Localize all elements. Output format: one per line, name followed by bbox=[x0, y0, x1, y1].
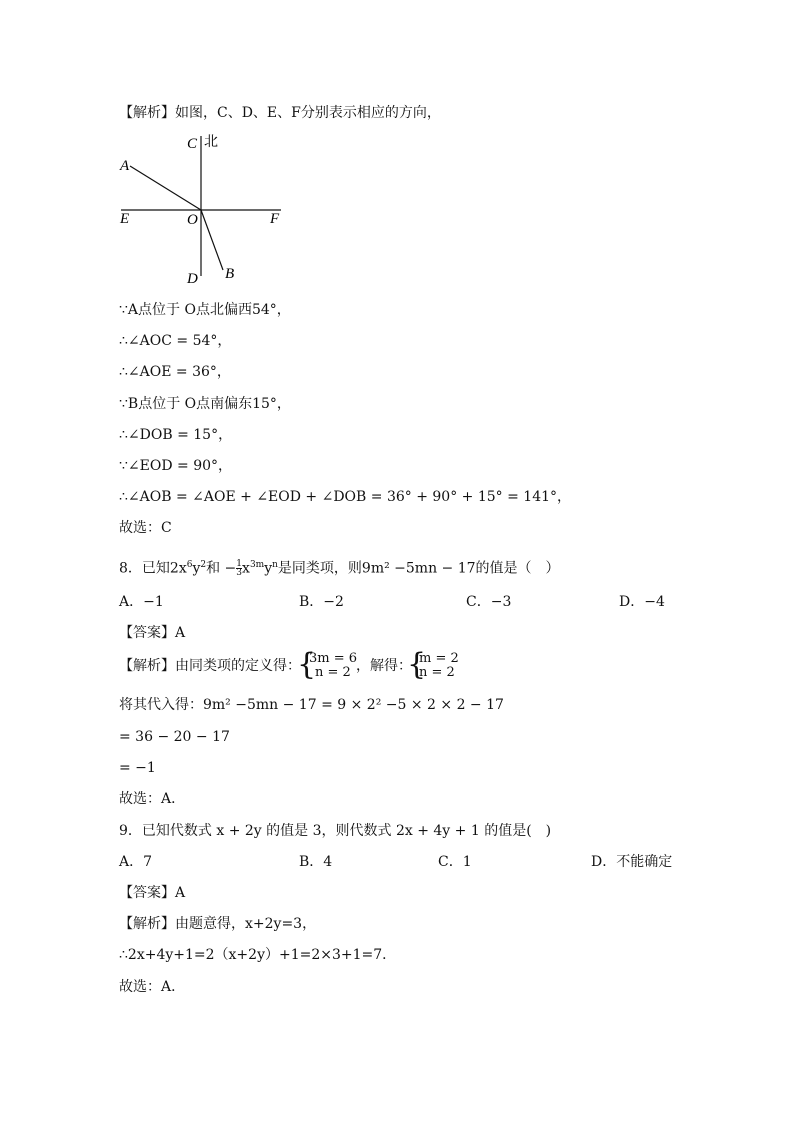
label-E: E bbox=[120, 211, 130, 227]
q8-answer: 【答案】A bbox=[119, 625, 186, 641]
q7-step-7: ∴∠AOB = ∠AOE + ∠EOD + ∠DOB = 36° + 90° + 15° = 141°， bbox=[119, 489, 572, 505]
q7-step-4: ∵B点位于 O点南偏东15°， bbox=[119, 396, 291, 412]
ray-OB bbox=[201, 210, 223, 270]
q9-option-a: A．7 bbox=[119, 854, 153, 870]
system-brace-1: { bbox=[297, 647, 317, 682]
q8-step-2: = 36 − 20 − 17 bbox=[119, 729, 230, 745]
q9-option-c: C．1 bbox=[438, 854, 472, 870]
label-D: D bbox=[187, 271, 198, 287]
q8-option-c: C．−3 bbox=[466, 594, 512, 610]
q8-option-b: B．−2 bbox=[299, 594, 344, 610]
system2-eq1: m = 2 bbox=[419, 651, 459, 666]
q9-stem: 9．已知代数式 x + 2y 的值是 3，则代数式 2x + 4y + 1 的值是( ) bbox=[119, 823, 552, 839]
system2-eq2: n = 2 bbox=[419, 665, 455, 680]
q7-step-1: ∵A点位于 O点北偏西54°， bbox=[119, 302, 291, 318]
ray-OA bbox=[130, 166, 201, 210]
q8-step-1: 将其代入得：9m² −5mn − 17 = 9 × 2² −5 × 2 × 2 − 17 bbox=[119, 697, 504, 713]
q9-analysis: 【解析】由题意得，x+2y=3， bbox=[119, 916, 317, 932]
q8-option-a: A．−1 bbox=[119, 594, 164, 610]
system-brace-2: { bbox=[407, 647, 427, 682]
label-C: C bbox=[187, 136, 198, 152]
q9-option-b: B．4 bbox=[299, 854, 333, 870]
q7-conclusion: 故选：C bbox=[119, 520, 172, 536]
label-O: O bbox=[187, 212, 198, 228]
system1-eq2: n = 2 bbox=[315, 665, 351, 680]
q9-conclusion: 故选：A． bbox=[119, 979, 186, 995]
direction-diagram bbox=[115, 128, 295, 288]
label-north: 北 bbox=[204, 134, 218, 150]
system1-eq1: 3m = 6 bbox=[309, 651, 358, 666]
q9-answer: 【答案】A bbox=[119, 885, 186, 901]
q8-stem: 8．已知$2x^6y^2$和 − $\frac{1}{3}$ $x^{3m}y^n$是同类项，则9m² −5mn − 17的值是（ ） bbox=[119, 559, 560, 579]
label-A: A bbox=[120, 158, 130, 174]
label-F: F bbox=[270, 211, 280, 227]
q7-step-6: ∵∠EOD = 90°， bbox=[119, 458, 233, 474]
q8-option-d: D．−4 bbox=[619, 594, 665, 610]
q7-step-2: ∴∠AOC = 54°， bbox=[119, 333, 232, 349]
label-B: B bbox=[225, 266, 235, 282]
q8-conclusion: 故选：A． bbox=[119, 791, 186, 807]
q9-option-d: D．不能确定 bbox=[591, 854, 673, 870]
fraction-one-third: $\frac{1}{3}$ bbox=[236, 559, 243, 579]
q8-step-3: = −1 bbox=[119, 760, 156, 776]
q9-step: ∴2x+4y+1=2（x+2y）+1=2×3+1=7． bbox=[119, 947, 397, 963]
q8-analysis-prefix: 【解析】由同类项的定义得： bbox=[119, 658, 301, 674]
q7-step-3: ∴∠AOE = 36°， bbox=[119, 364, 231, 380]
q7-analysis-intro: 【解析】如图，C、D、E、F分别表示相应的方向， bbox=[119, 105, 441, 121]
q7-step-5: ∴∠DOB = 15°， bbox=[119, 427, 233, 443]
q8-solve-text: ，解得： bbox=[356, 658, 412, 674]
